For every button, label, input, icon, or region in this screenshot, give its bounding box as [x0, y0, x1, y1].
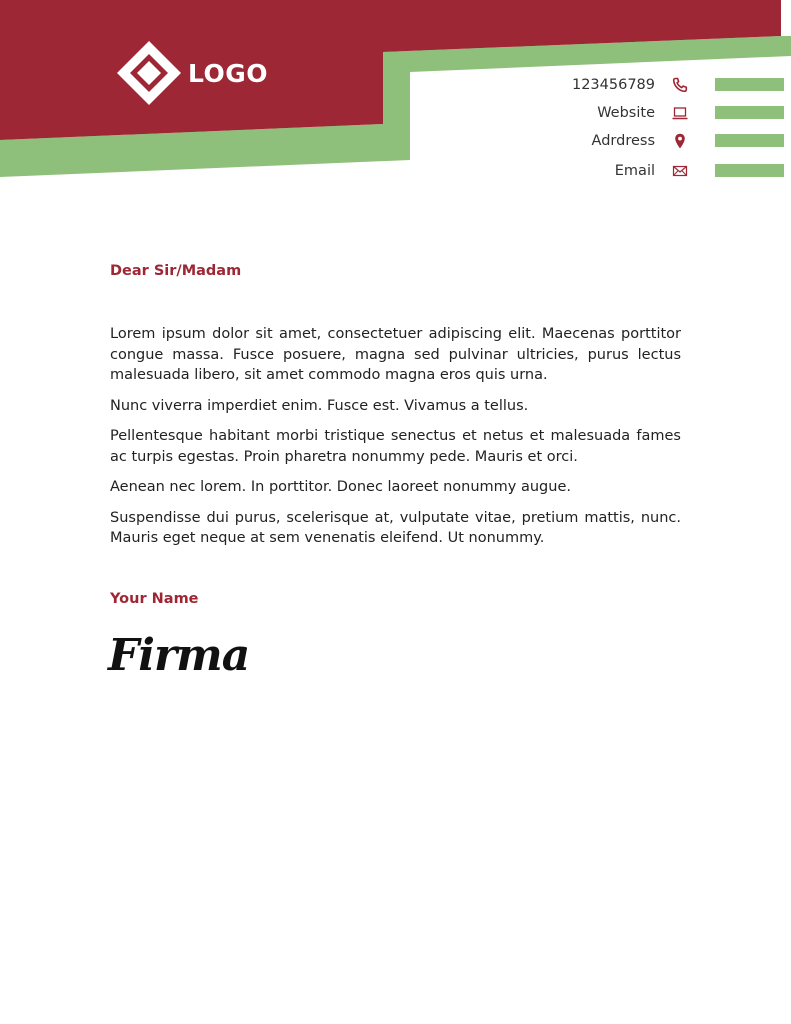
letter-body [110, 324, 681, 559]
phone-icon [672, 77, 688, 93]
logo-diamond-icon [116, 40, 182, 106]
contact-address [520, 130, 785, 152]
contact-phone-label: 123456789 [571, 77, 655, 93]
location-pin-icon [672, 133, 688, 149]
signer-name: Your Name [110, 591, 199, 607]
logo [116, 40, 268, 106]
logo-text: LOGO [188, 58, 269, 88]
contact-website-bar [715, 106, 784, 119]
contact-email-label: Email [614, 163, 655, 179]
salutation: Dear Sir/Madam [110, 263, 242, 279]
contact-email [520, 160, 785, 182]
laptop-icon [672, 105, 688, 121]
contact-address-bar [715, 134, 784, 147]
contact-website-label: Website [597, 105, 655, 121]
paragraph-1: Lorem ipsum dolor sit amet, consectetuer adipiscing elit. Maecenas porttitor congue massa. Fusce posuere, magna sed pulvinar ultricies, purus lectus malesuada libero, sit amet commodo magna eros quis urna. [110, 326, 681, 383]
paragraph-2: Nunc viverra imperdiet enim. Fusce est. Vivamus a tellus. [110, 397, 529, 414]
contact-email-bar [715, 164, 784, 177]
envelope-icon [672, 163, 688, 179]
contact-phone [520, 74, 785, 96]
signature: Firma [108, 630, 250, 681]
contact-address-label: Adrdress [591, 133, 655, 149]
paragraph-3: Pellentesque habitant morbi tristique senectus et netus et malesuada fames ac turpis egestas. Proin pharetra nonummy pede. Mauris et orci. [110, 428, 681, 465]
contact-phone-bar [715, 78, 784, 91]
paragraph-4: Aenean nec lorem. In porttitor. Donec laoreet nonummy augue. [110, 479, 571, 495]
paragraph-5: Suspendisse dui purus, scelerisque at, vulputate vitae, pretium mattis, nunc. Mauris eget neque at sem venenatis eleifend. Ut nonummy. [110, 509, 681, 546]
contact-website [520, 102, 785, 124]
